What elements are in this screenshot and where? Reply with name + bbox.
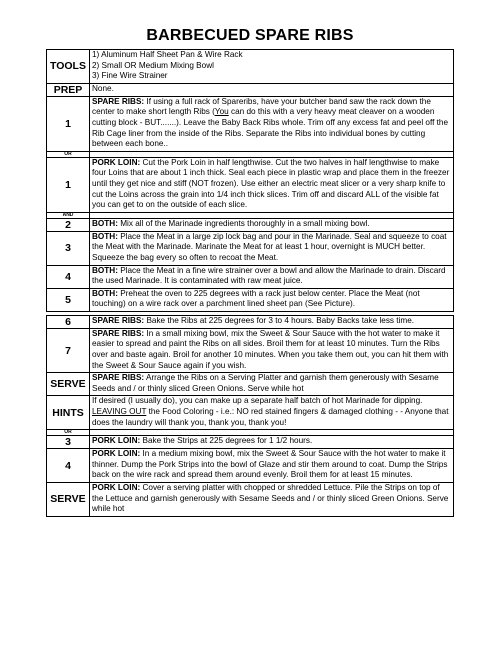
separator-label: OR — [47, 430, 90, 435]
row-label: 4 — [47, 266, 90, 288]
step-heading: PORK LOIN: — [92, 449, 141, 459]
hint-text: If desired (I usually do), you can make up a separate half batch of hot Marinade for dipping. — [92, 396, 423, 406]
row-label: 1 — [47, 158, 90, 212]
step-text: In a small mixing bowl, mix the Sweet & Sour Sauce with the hot water to make it easier to spread and paint the Ribs on all sides. Broil them for at least 10 minutes. Turn the Ribs over and baste again. Broil for another 10 minutes. When you take them out, you can hit them with the Sweet & Sour Sauce again if you wish. — [92, 328, 449, 370]
separator-label: OR — [47, 152, 90, 157]
row-text — [90, 436, 453, 448]
hint-text: the Food Coloring - i.e.: NO red stained fingers & damaged clothing - - Anyone that does the laundry will thank you, thank you, thank you! — [92, 407, 449, 427]
step-heading: BOTH: — [92, 218, 118, 228]
row-label: 3 — [47, 436, 90, 448]
step-text: Place the Meat in a large zip lock bag and pour in the Marinade. Seal and squeeze to coat the Meat with the Marinade. Marinate the Meat for at least 1 hour, overnight is MUCH better. Squeeze the bag every so often to recoat the Meat. — [92, 231, 447, 262]
row-text — [90, 289, 453, 311]
step-text: Arrange the Ribs on a Serving Platter and garnish them generously with Sesame Seeds and / or thinly sliced Green Onions. Serve while hot — [92, 373, 439, 393]
step-text: Bake the Ribs at 225 degrees for 3 to 4 hours. Baby Backs take less time. — [144, 315, 415, 325]
row-label: 5 — [47, 289, 90, 311]
row-text — [90, 232, 453, 265]
row-label: HINTS — [47, 396, 90, 429]
tool-item: 3) Fine Wire Strainer — [92, 71, 168, 81]
step-row — [46, 315, 454, 329]
step-heading: SPARE RIBS: — [92, 373, 145, 383]
step-text: Preheat the oven to 225 degrees with a rack just below center. Place the Meat (not touching) on a wire rack over a parchment lined sheet pan (See Picture). — [92, 288, 420, 309]
tool-item: 1) Aluminum Half Sheet Pan & Wire Rack — [92, 50, 243, 59]
step-text: Mix all of the Marinade ingredients thoroughly in a small mixing bowl. — [117, 218, 370, 228]
step-row — [46, 448, 454, 483]
step-row — [46, 435, 454, 449]
row-label: 1 — [47, 97, 90, 151]
step-heading: PORK LOIN: — [92, 157, 141, 167]
step-heading: BOTH: — [92, 288, 118, 298]
row-text — [90, 329, 453, 372]
step-text: In a medium mixing bowl, mix the Sweet & Sour Sauce with the hot water to make it thinner. Dump the Pork Strips into the bowl of Glaze and stir them around to coat. Dump the Strips back on the wire rack and spread them around evenly. Broil them for at least 15 minutes. — [92, 449, 448, 480]
row-text — [90, 396, 453, 429]
tool-item: 2) Small OR Medium Mixing Bowl — [92, 60, 214, 70]
row-label: TOOLS — [47, 50, 90, 83]
step-row — [46, 265, 454, 289]
prep-row — [46, 83, 454, 97]
row-text — [90, 97, 453, 151]
row-label: 6 — [47, 316, 90, 328]
row-label: 2 — [47, 219, 90, 231]
separator-label: AND — [47, 213, 90, 218]
row-text — [90, 50, 453, 83]
serve-row — [46, 482, 454, 517]
page-title: BARBECUED SPARE RIBS — [146, 27, 354, 44]
tools-row — [46, 49, 454, 84]
step-text: If using a full rack of Spareribs, have your butcher band saw the rack down the center to make short length Ribs ( — [92, 96, 431, 117]
row-label: SERVE — [47, 373, 90, 395]
step-heading: SPARE RIBS: — [92, 328, 145, 338]
step-text: Place the Meat in a fine wire strainer over a bowl and allow the Marinade to drain. Discard the used Marinade. It is contaminated with raw meat juice. — [92, 265, 446, 286]
step-text: Cover a serving platter with chopped or shredded Lettuce. Pile the Strips on top of the Lettuce and garnish generously with Sesame Seeds and / or thinly sliced Green Onions. Serve while hot — [92, 483, 449, 514]
step-row — [46, 231, 454, 266]
row-text — [90, 158, 453, 212]
step-heading: BOTH: — [92, 231, 118, 241]
row-text — [90, 316, 453, 328]
step-heading: PORK LOIN: — [92, 483, 141, 492]
step-heading: PORK LOIN: — [92, 436, 141, 446]
step-row — [46, 218, 454, 232]
row-text — [90, 483, 453, 516]
step-row — [46, 96, 454, 152]
step-row — [46, 157, 454, 213]
underlined-text: LEAVING OUT — [92, 407, 147, 417]
recipe-table — [46, 50, 454, 517]
row-label: 4 — [47, 449, 90, 482]
step-heading: BOTH: — [92, 265, 118, 275]
step-row — [46, 288, 454, 312]
step-heading: SPARE RIBS: — [92, 315, 145, 325]
underlined-text: You — [214, 107, 229, 117]
step-row — [46, 328, 454, 373]
step-text: Bake the Strips at 225 degrees for 1 1/2 hours. — [140, 436, 313, 446]
row-text — [90, 373, 453, 395]
row-text — [90, 449, 453, 482]
step-text: can do this with a very heavy meat cleaver on a wooden cutting block - BUT.......). Leave the Baby Back Ribs whole. Trim off any excess fat and peel off the Rib Cage liner from the inside of the Ribs. Separate the Ribs into individual bones by cutting between each bone.. — [92, 107, 449, 149]
hints-row — [46, 395, 454, 430]
row-label: 7 — [47, 329, 90, 372]
row-label: 3 — [47, 232, 90, 265]
row-label: SERVE — [47, 483, 90, 516]
serve-row — [46, 372, 454, 396]
row-text — [90, 219, 453, 231]
row-text — [90, 266, 453, 288]
step-heading: SPARE RIBS: — [92, 96, 145, 106]
row-text: None. — [92, 83, 114, 93]
row-label: PREP — [47, 84, 90, 96]
step-text: Cut the Pork Loin in half lengthwise. Cut the two halves in half lengthwise to make four Loins that are about 1 inch thick. Seal each piece in plastic wrap and place them in the freezer until they get nice and stiff (NOT frozen). Use either an electric meat slicer or a very sharp knife to cut the Loins across the grain into 1/4 inch thick slices. Trim off and discard ALL of the visible fat you can get to on the outside of each slice. — [92, 157, 450, 210]
